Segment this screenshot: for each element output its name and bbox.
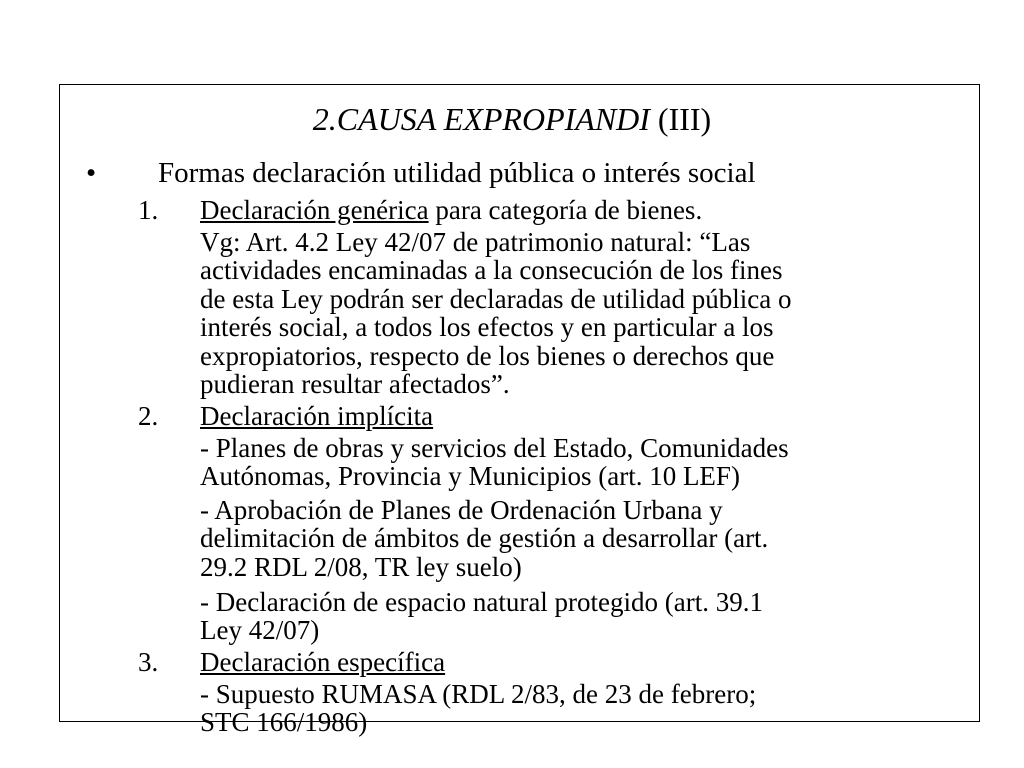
- item-2-paragraph-3: [200, 588, 763, 645]
- item-heading: [200, 196, 702, 225]
- item-number: 3.: [138, 647, 159, 677]
- bullet-icon: •: [86, 157, 97, 189]
- title-suffix: (III): [649, 101, 712, 137]
- item-heading: [200, 402, 433, 431]
- bullet-text: Formas declaración utilidad pública o interés social: [158, 157, 756, 189]
- text-line: Autónomas, Provincia y Municipios (art. 10 LEF): [200, 461, 740, 492]
- item-heading-underlined: Declaración genérica: [200, 195, 429, 225]
- text-line: delimitación de ámbitos de gestión a desarrollar (art.: [200, 523, 769, 554]
- text-line: expropiatorios, respecto de los bienes o derechos que: [200, 340, 775, 371]
- item-heading: [200, 648, 445, 677]
- item-number: 2.: [138, 401, 159, 431]
- text-line: - Supuesto RUMASA (RDL 2/83, de 23 de febrero;: [200, 679, 757, 709]
- item-heading-underlined: Declaración implícita: [200, 401, 434, 431]
- text-line: pudieran resultar afectados”.: [200, 368, 510, 399]
- item-heading-rest: para categoría de bienes.: [428, 195, 703, 225]
- item-2-paragraph-1: [200, 434, 789, 491]
- text-line: Ley 42/07): [200, 615, 320, 646]
- text-line: interés social, a todos los efectos y en particular a los: [200, 312, 774, 343]
- text-line: Vg: Art. 4.2 Ley 42/07 de patrimonio natural: “Las: [200, 227, 751, 257]
- title-italic: 2.CAUSA EXPROPIANDI: [312, 101, 650, 137]
- text-line: - Declaración de espacio natural protegido (art. 39.1: [200, 587, 764, 617]
- text-line: 29.2 RDL 2/08, TR ley suelo): [200, 551, 522, 582]
- item-1-paragraph: [200, 228, 792, 398]
- text-line: - Aprobación de Planes de Ordenación Urbana y: [200, 495, 723, 525]
- text-line: STC 166/1986): [200, 707, 368, 738]
- item-number: 1.: [138, 195, 159, 225]
- text-line: actividades encaminadas a la consecución de los fines: [200, 255, 783, 286]
- item-2-paragraph-2: [200, 496, 768, 581]
- item-3-paragraph: [200, 680, 756, 737]
- slide-title: [0, 100, 1024, 138]
- text-line: de esta Ley podrán ser declaradas de utilidad pública o: [200, 283, 792, 314]
- item-heading-underlined: Declaración específica: [200, 647, 446, 677]
- text-line: - Planes de obras y servicios del Estado, Comunidades: [200, 433, 789, 463]
